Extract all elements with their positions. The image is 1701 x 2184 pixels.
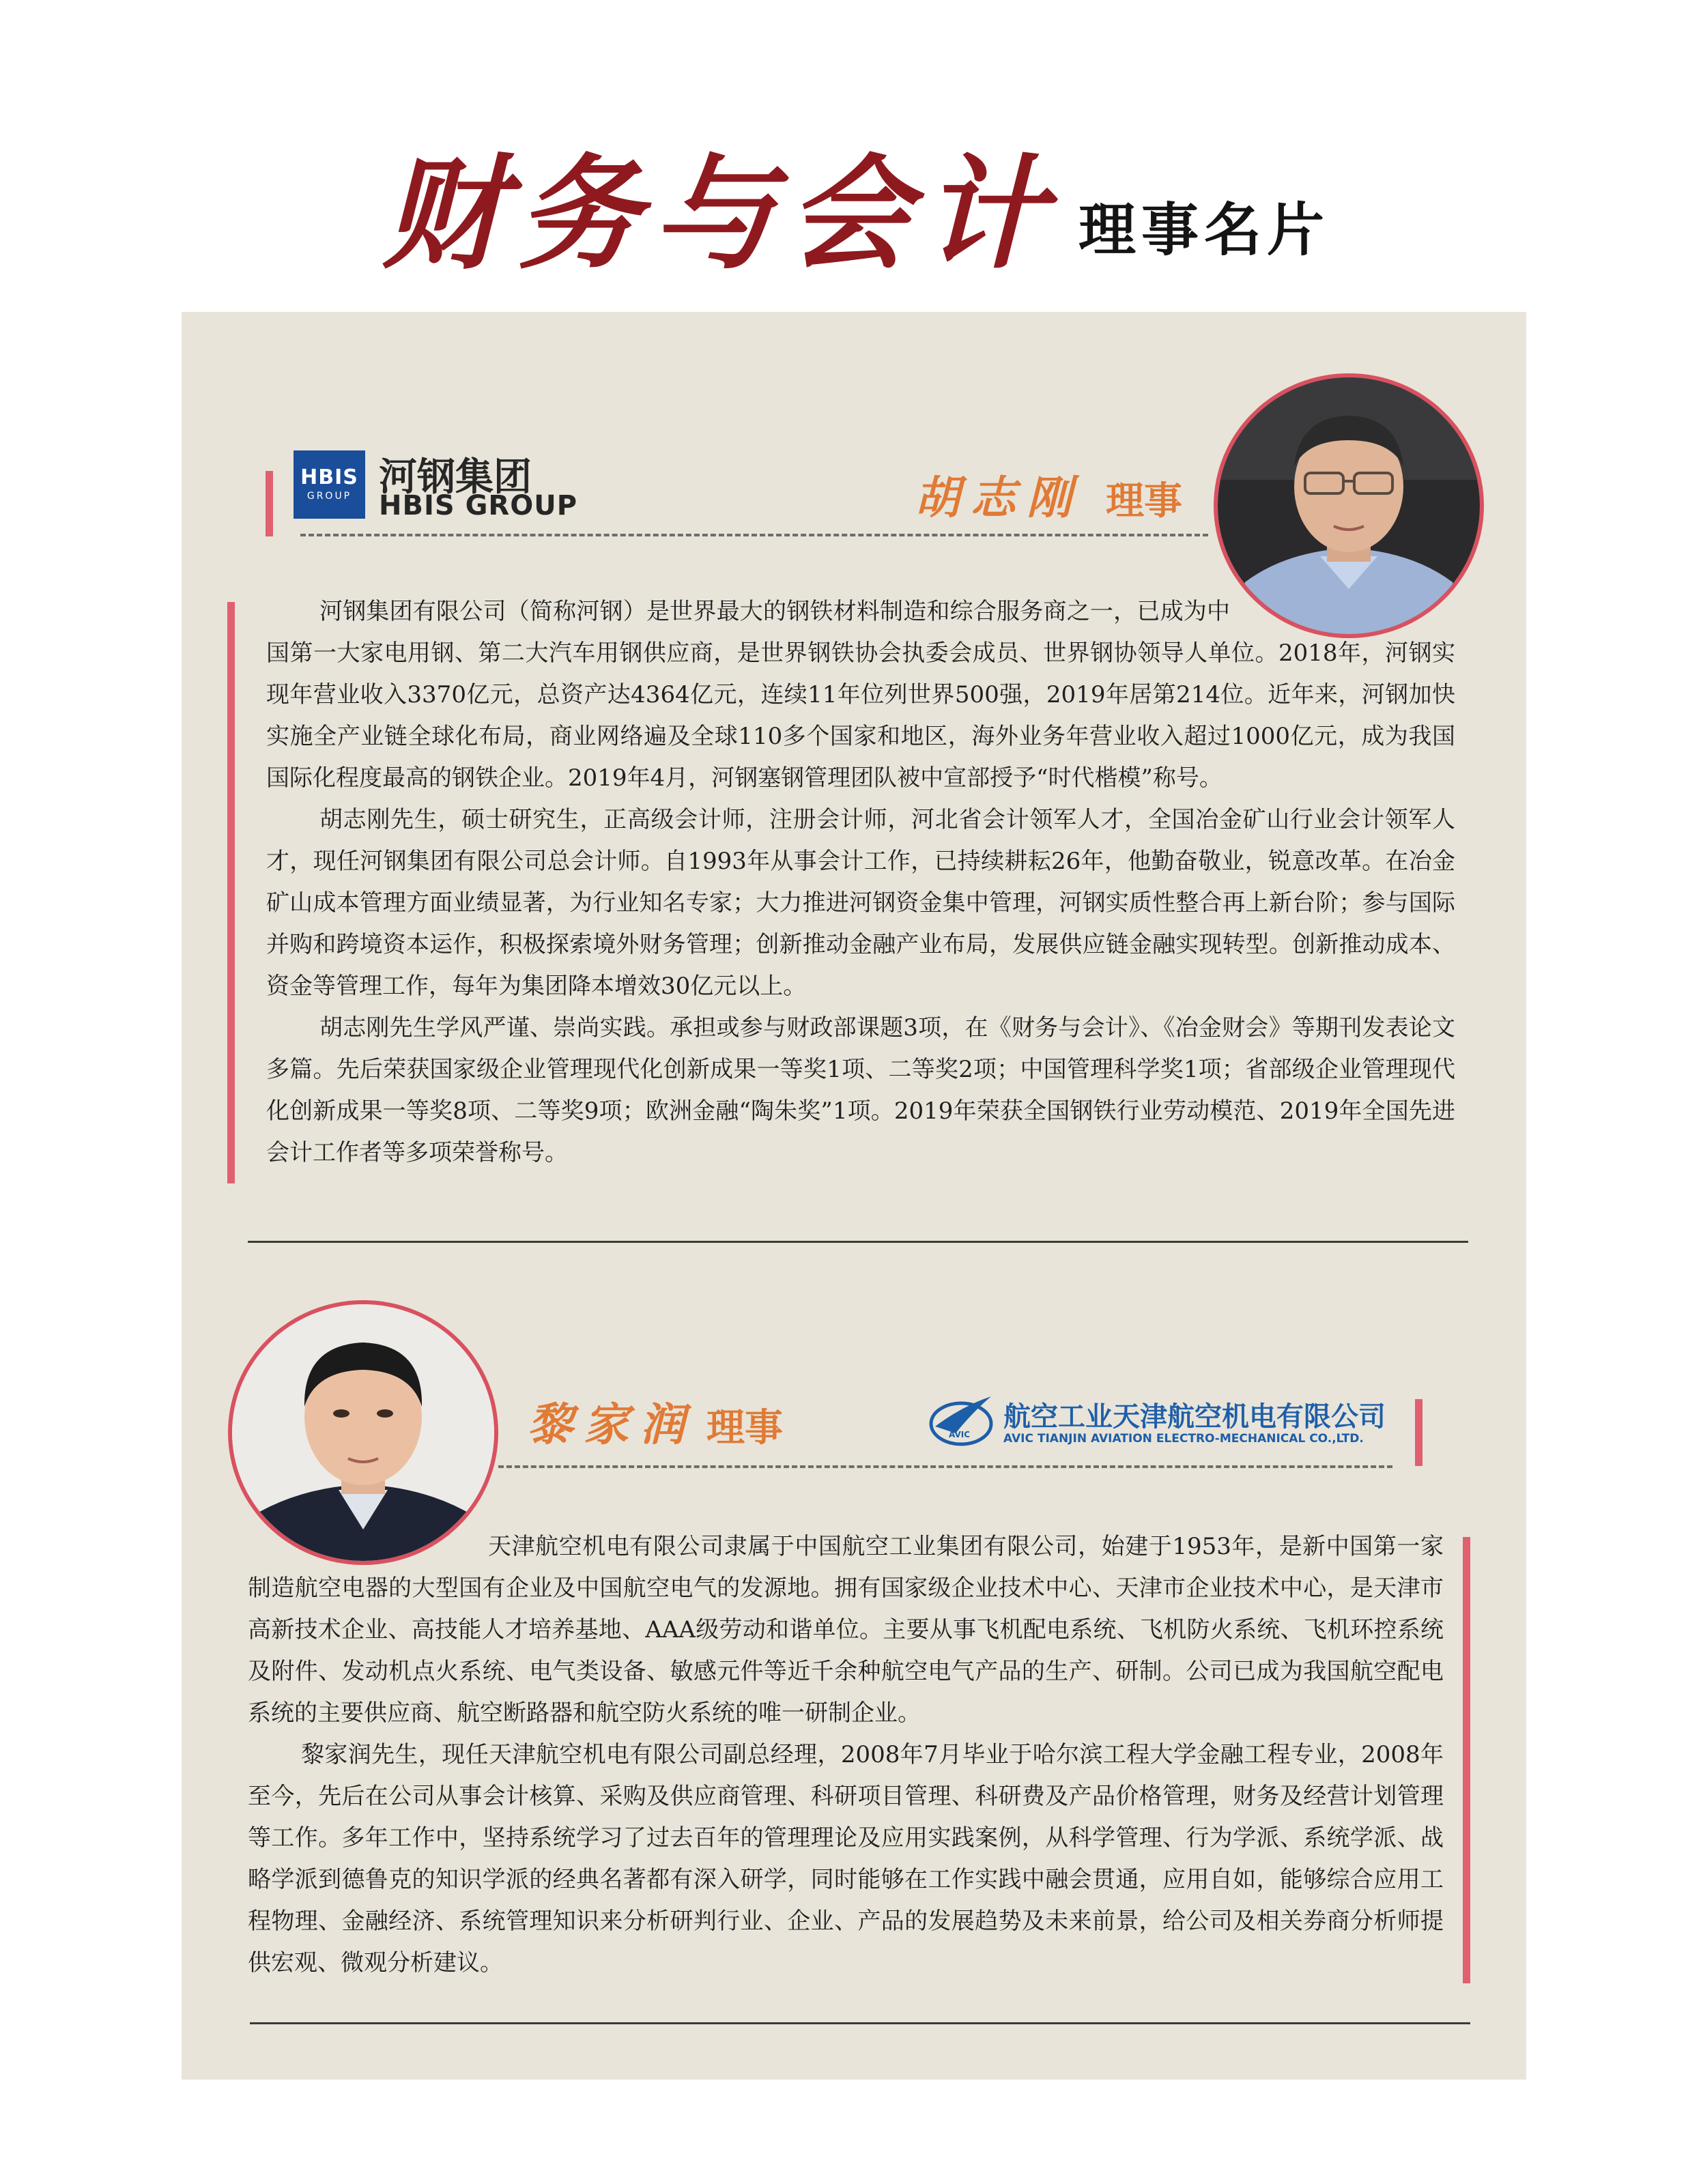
company-intro-paragraph bbox=[266, 591, 1455, 799]
hbis-logo-subtext: GROUP bbox=[306, 491, 352, 502]
name-underline bbox=[300, 534, 1208, 536]
photo-clearance bbox=[1230, 591, 1455, 625]
photo-clearance bbox=[248, 1526, 488, 1560]
text-accent-bar bbox=[1463, 1537, 1470, 1983]
section-divider bbox=[248, 1241, 1468, 1243]
profile-text bbox=[266, 591, 1455, 1174]
avic-emblem-text: AVIC bbox=[949, 1430, 971, 1439]
section-accent-bar bbox=[266, 471, 273, 536]
hbis-logo-text: HBIS bbox=[300, 465, 358, 489]
company-intro-text: 河钢集团有限公司（简称河钢）是世界最大的钢铁材料制造和综合服务商之一，已成为中国第一大家电用钢、第二大汽车用钢供应商，是世界钢铁协会执委会成员、世界钢协领导人单位。2018年，河钢实现年营业收入3370亿元，总资产达4364亿元，连续11年位列世界500强，2019年居第214位。近年来，河钢加快实施全产业链全球化布局，商业网络遍及全球110多个国家和地区，海外业务年营业收入超过1000亿元，成为我国国际化程度最高的钢铁企业。2019年4月，河钢塞钢管理团队被中宣部授予“时代楷模”称号。 bbox=[266, 598, 1455, 792]
section-accent-bar bbox=[1415, 1399, 1423, 1466]
profile-name: 胡志刚 bbox=[915, 471, 1083, 524]
section-divider bbox=[250, 2022, 1470, 2024]
profile-role: 理事 bbox=[706, 1405, 783, 1450]
profile-text bbox=[248, 1526, 1444, 1984]
bio-paragraph: 黎家润先生，现任天津航空机电有限公司副总经理，2008年7月毕业于哈尔滨工程大学金融工程专业，2008年至今，先后在公司从事会计核算、采购及供应商管理、科研项目管理、科研费及产品价格管理，财务及经营计划管理等工作。多年工作中，坚持系统学习了过去百年的管理理论及应用实践案例，从科学管理、行为学派、系统学派、战略学派到德鲁克的知识学派的经典名著都有深入研学，同时能够在工作实践中融会贯通，应用自如，能够综合应用工程物理、金融经济、系统管理知识来分析研判行业、企业、产品的发展趋势及未来前景，给公司及相关券商分析师提供宏观、微观分析建议。 bbox=[248, 1741, 1444, 1977]
avic-logo-emblem bbox=[928, 1392, 994, 1447]
magazine-title: 财务与会计 bbox=[382, 142, 1059, 286]
avic-emblem-icon bbox=[928, 1392, 994, 1447]
profile-role: 理事 bbox=[1106, 478, 1182, 523]
hbis-logo-box bbox=[294, 450, 365, 519]
column-title: 理事名片 bbox=[1078, 196, 1330, 263]
company-intro-text: 天津航空机电有限公司隶属于中国航空工业集团有限公司，始建于1953年，是新中国第一家制造航空电器的大型国有企业及中国航空电气的发源地。拥有国家级企业技术中心、天津市企业技术中心，是天津市高新技术企业、高技能人才培养基地、AAA级劳动和谐单位。主要从事飞机配电系统、飞机防火系统、飞机环控系统及附件、发动机点火系统、电气类设备、敏感元件等近千余种航空电气产品的生产、研制。公司已成为我国航空配电系统的主要供应商、航空断路器和航空防火系统的唯一研制企业。 bbox=[248, 1533, 1444, 1727]
portrait-illustration bbox=[232, 1304, 494, 1561]
name-underline bbox=[498, 1465, 1392, 1468]
bio-paragraph: 胡志刚先生，硕士研究生，正高级会计师，注册会计师，河北省会计领军人才，全国冶金矿山行业会计领军人才，现任河钢集团有限公司总会计师。自1993年从事会计工作，已持续耕耘26年，他勤奋敬业，锐意改革。在冶金矿山成本管理方面业绩显著，为行业知名专家；大力推进河钢资金集中管理，河钢实质性整合再上新台阶；参与国际并购和跨境资本运作，积极探索境外财务管理；创新推动金融产业布局，发展供应链金融实现转型。创新推动成本、资金等管理工作，每年为集团降本增效30亿元以上。 bbox=[266, 806, 1455, 1000]
hbis-logo-english: HBIS GROUP bbox=[379, 490, 578, 521]
avic-logo-chinese: 航空工业天津航空机电有限公司 bbox=[1003, 1401, 1386, 1433]
profile-photo bbox=[228, 1300, 498, 1565]
profile-name: 黎家润 bbox=[528, 1398, 696, 1451]
avic-logo-english: AVIC TIANJIN AVIATION ELECTRO-MECHANICAL CO.,LTD. bbox=[1003, 1432, 1364, 1446]
hbis-logo-chinese: 河钢集团 bbox=[379, 455, 532, 500]
achievements-paragraph: 胡志刚先生学风严谨、崇尚实践。承担或参与财政部课题3项，在《财务与会计》、《冶金财会》等期刊发表论文多篇。先后荣获国家级企业管理现代化创新成果一等奖1项、二等奖2项；中国管理科学奖1项；省部级企业管理现代化创新成果一等奖8项、二等奖9项；欧洲金融“陶朱奖”1项。2019年荣获全国钢铁行业劳动模范、2019年全国先进会计工作者等多项荣誉称号。 bbox=[266, 1014, 1455, 1166]
text-accent-bar bbox=[227, 602, 235, 1183]
company-intro-paragraph bbox=[248, 1526, 1444, 1734]
